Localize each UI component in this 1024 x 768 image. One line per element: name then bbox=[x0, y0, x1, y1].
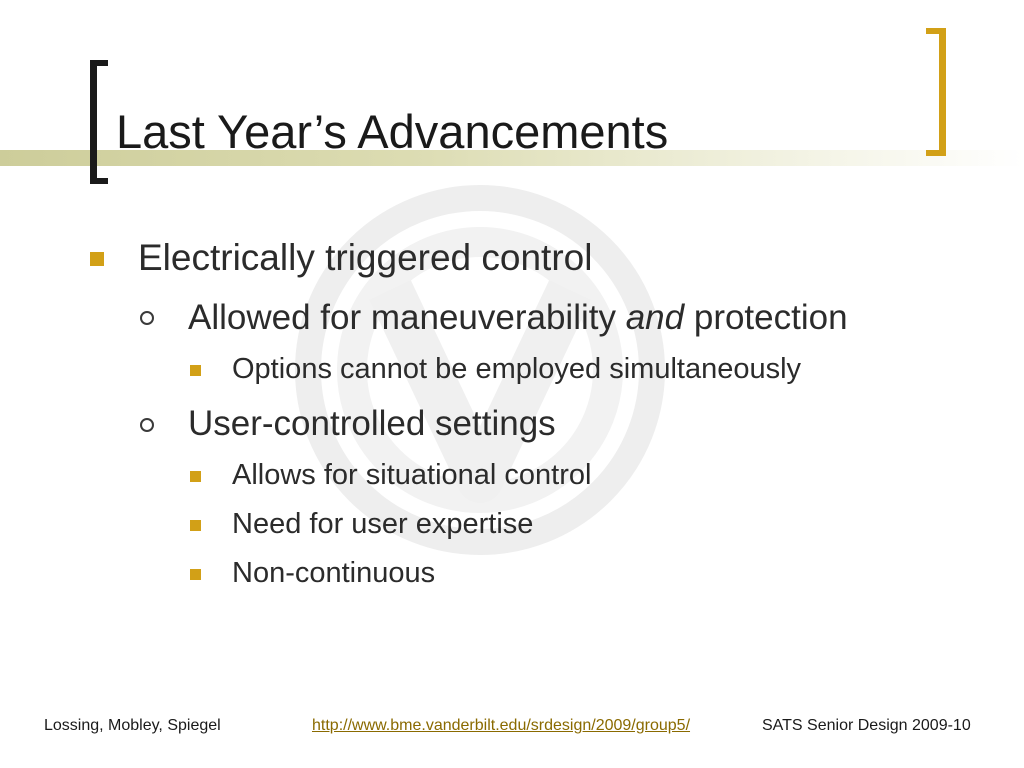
bullet-text-part: protection bbox=[684, 298, 848, 337]
bullet-level3: Non-continuous bbox=[232, 557, 436, 589]
bullet-text-part: Allowed for maneuverability bbox=[188, 298, 626, 337]
left-bracket-decoration bbox=[90, 60, 108, 184]
circle-bullet-icon bbox=[140, 311, 154, 325]
square-bullet-icon bbox=[190, 365, 201, 376]
bullet-level3: Options cannot be employed simultaneously bbox=[232, 353, 802, 385]
footer-link[interactable]: http://www.bme.vanderbilt.edu/srdesign/2009/group5/ bbox=[312, 717, 691, 734]
bullet-level2 bbox=[188, 297, 848, 339]
slide-title: Last Year’s Advancements bbox=[116, 105, 669, 158]
square-bullet-icon bbox=[190, 520, 201, 531]
bullet-emphasis: and bbox=[625, 298, 685, 337]
footer-authors: Lossing, Mobley, Spiegel bbox=[44, 717, 221, 734]
footer-course: SATS Senior Design 2009-10 bbox=[762, 717, 971, 734]
square-bullet-icon bbox=[190, 569, 201, 580]
bullet-level2: User-controlled settings bbox=[188, 404, 556, 443]
square-bullet-icon bbox=[190, 471, 201, 482]
circle-bullet-icon bbox=[140, 418, 154, 432]
right-bracket-decoration bbox=[926, 28, 946, 156]
bullet-level3: Need for user expertise bbox=[232, 508, 534, 540]
bullet-level1: Electrically triggered control bbox=[138, 237, 593, 278]
bullet-level3: Allows for situational control bbox=[232, 459, 592, 491]
square-bullet-icon bbox=[90, 252, 104, 266]
